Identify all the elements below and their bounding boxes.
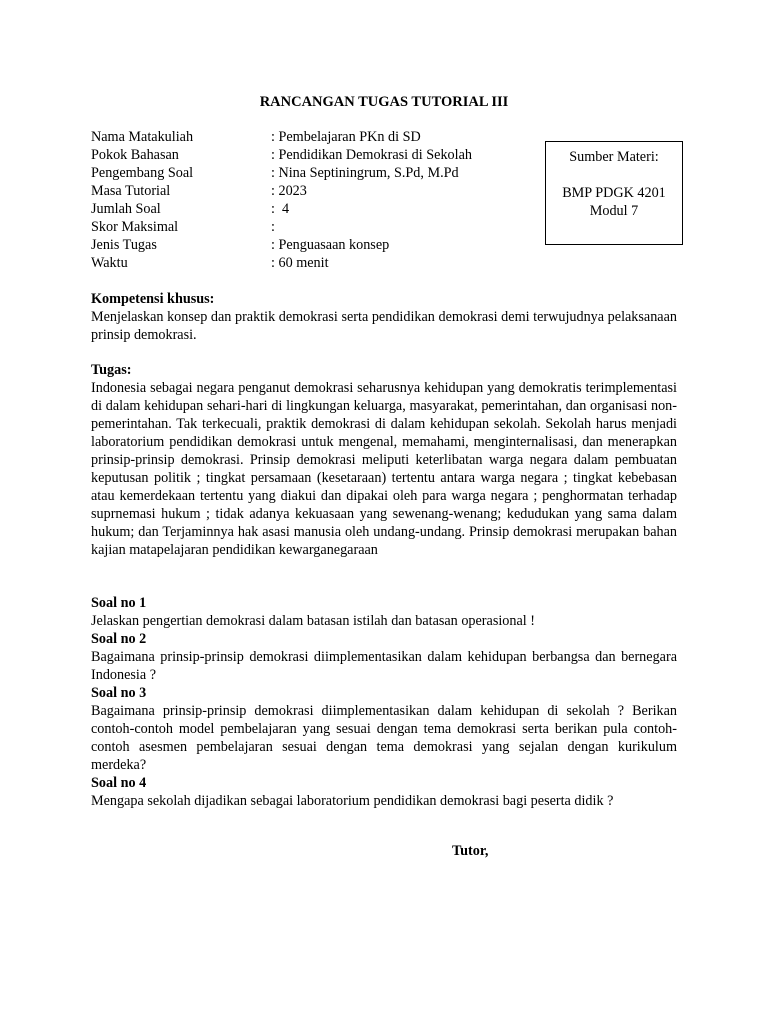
info-row-jenis-tugas [91,236,472,254]
soal-4-heading: Soal no 4 [91,775,147,791]
info-value: : 60 menit [271,255,329,271]
soal-section [91,594,677,810]
info-value: : Nina Septiningrum, S.Pd, M.Pd [271,165,459,181]
kompetensi-text: Menjelaskan konsep dan praktik demokrasi serta pendidikan demokrasi demi terwujudnya pelaksanaan prinsip demokrasi. [91,309,677,343]
source-material-box [545,141,683,245]
info-value: : Penguasaan konsep [271,237,390,253]
info-label: Jenis Tugas [91,237,157,253]
kompetensi-heading: Kompetensi khusus: [91,291,215,307]
kompetensi-section [91,290,677,344]
info-row-waktu [91,254,472,272]
soal-1-text: Jelaskan pengertian demokrasi dalam batasan istilah dan batasan operasional ! [91,613,535,629]
info-row-skor-maksimal [91,218,472,236]
source-title: Sumber Materi: [569,149,659,165]
source-module: Modul 7 [589,203,639,219]
soal-2-text: Bagaimana prinsip-prinsip demokrasi diimplementasikan dalam kehidupan berbangsa dan bernegara Indonesia ? [91,649,677,683]
info-label: Masa Tutorial [91,183,171,199]
info-label: Nama Matakuliah [91,129,194,145]
info-value: : 2023 [271,183,307,199]
info-table [91,128,472,272]
info-label: Pokok Bahasan [91,147,179,163]
info-label: Skor Maksimal [91,219,179,235]
info-row-jumlah-soal [91,200,472,218]
tugas-heading: Tugas: [91,362,132,378]
info-value: : 4 [271,201,290,217]
soal-2-heading: Soal no 2 [91,631,147,647]
info-label: Jumlah Soal [91,201,161,217]
info-label: Waktu [91,255,128,271]
tugas-text: Indonesia sebagai negara penganut demokrasi seharusnya kehidupan yang demokratis terimplementasi di dalam kehidupan sehari-hari di lingkungan keluarga, masyarakat, pemerintahan, dan organisasi non-pemerintahan. Tak terkecuali, praktik demokrasi di dalam kehidupan sekolah. Sekolah harus menjadi laboratorium pendidikan demokrasi untuk mengenal, memahami, menginternalisasi, dan menerapkan prinsip-prinsip demokrasi. Prinsip demokrasi meliputi keterlibatan warga negara dalam pembuatan keputusan politik ; tingkat persamaan (kesetaraan) tertentu antara warga negara ; tingkat kebebasan atau kemerdekaan tertentu yang diakui dan dipakai oleh para warga negara ; penghormatan terhadap suprnemasi hukum ; tidak adanya kekuasaan yang sewenang-wenang; kedudukan yang sama dalam hukum; dan Terjaminnya hak asasi manusia oleh undang-undang. Prinsip demokrasi merupakan bahan kajian matapelajaran pendidikan kewarganegaraan [91,380,677,558]
soal-3-text: Bagaimana prinsip-prinsip demokrasi diimplementasikan dalam kehidupan di sekolah ? Berikan contoh-contoh model pembelajaran yang sesuai dengan tema demokrasi serta berikan pula contoh-contoh asesmen pembelajaran sesuai dengan tema demokrasi yang sejalan dengan kurikulum merdeka? [91,703,677,773]
info-row-mata-kuliah [91,128,472,146]
info-row-pokok-bahasan [91,146,472,164]
tutor-signature-label: Tutor, [452,843,489,859]
tugas-section [91,361,677,559]
info-value: : [271,219,275,235]
info-row-pengembang-soal [91,164,472,182]
info-label: Pengembang Soal [91,165,194,181]
soal-1-heading: Soal no 1 [91,595,147,611]
soal-4-text: Mengapa sekolah dijadikan sebagai laboratorium pendidikan demokrasi bagi peserta didik ? [91,793,614,809]
soal-3-heading: Soal no 3 [91,685,147,701]
info-value: : Pendidikan Demokrasi di Sekolah [271,147,472,163]
info-value: : Pembelajaran PKn di SD [271,129,421,145]
document-title: RANCANGAN TUGAS TUTORIAL III [259,94,509,110]
info-row-masa-tutorial [91,182,472,200]
source-book: BMP PDGK 4201 [562,185,666,201]
